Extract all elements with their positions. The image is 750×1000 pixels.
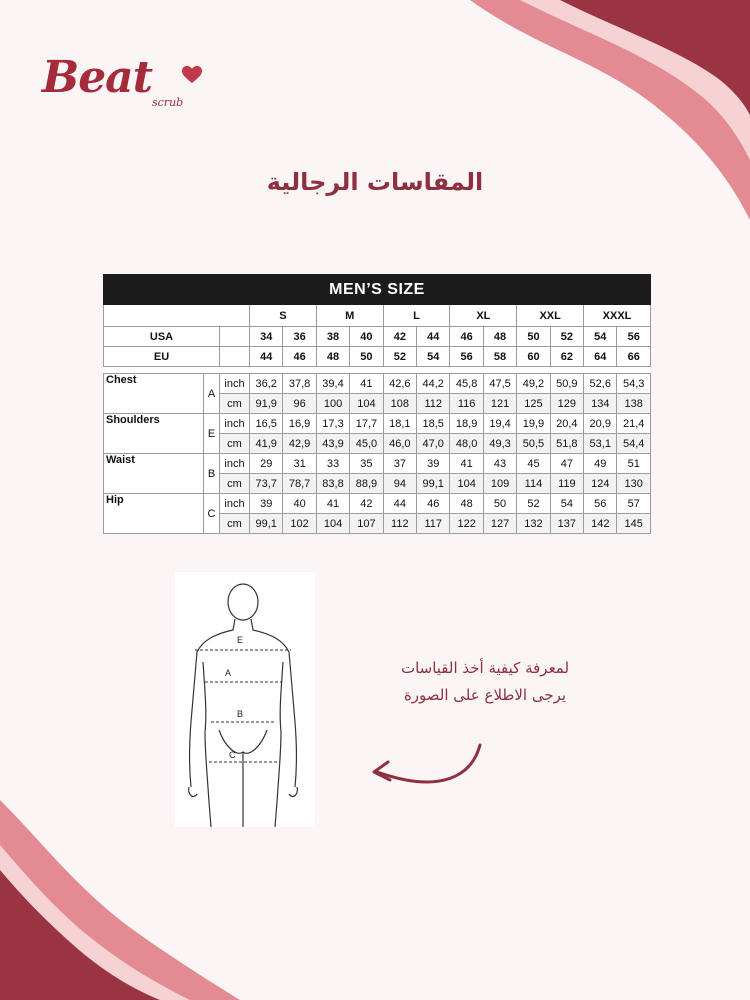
measurement-value: 99,1 xyxy=(250,514,283,534)
measurement-value: 83,8 xyxy=(316,474,349,494)
measurement-value: 43 xyxy=(483,454,516,474)
size-value: 48 xyxy=(316,347,349,367)
measurement-value: 132 xyxy=(517,514,550,534)
measurement-value: 121 xyxy=(483,394,516,414)
measurement-value: 57 xyxy=(617,494,651,514)
size-system-row xyxy=(104,347,651,367)
size-value: 44 xyxy=(417,327,450,347)
figure-label-a: A xyxy=(225,668,232,678)
unit-label: cm xyxy=(220,474,250,494)
measurement-value: 47 xyxy=(550,454,583,474)
measurement-value: 39,4 xyxy=(316,374,349,394)
measurement-value: 44,2 xyxy=(417,374,450,394)
instructions-line-2: يرجى الاطلاع على الصورة xyxy=(403,686,567,704)
measurement-value: 52,6 xyxy=(584,374,617,394)
measurement-value: 53,1 xyxy=(584,434,617,454)
measurement-row-inch xyxy=(104,454,651,474)
brand-tagline: scrub xyxy=(152,96,184,109)
figure-label-e: E xyxy=(237,635,244,645)
size-value: 66 xyxy=(617,347,651,367)
measurement-value: 134 xyxy=(584,394,617,414)
measurement-value: 46,0 xyxy=(383,434,416,454)
measurement-value: 78,7 xyxy=(283,474,316,494)
size-value: 50 xyxy=(517,327,550,347)
measurement-value: 18,9 xyxy=(450,414,483,434)
measurement-value: 19,9 xyxy=(517,414,550,434)
measurement-value: 33 xyxy=(316,454,349,474)
empty-cell xyxy=(220,327,250,347)
size-label: XXL xyxy=(517,305,584,327)
measurement-value: 18,5 xyxy=(417,414,450,434)
measurement-value: 102 xyxy=(283,514,316,534)
measurement-value: 16,9 xyxy=(283,414,316,434)
measurement-value: 138 xyxy=(617,394,651,414)
unit-label: inch xyxy=(220,454,250,474)
size-value: 58 xyxy=(483,347,516,367)
measurement-value: 31 xyxy=(283,454,316,474)
size-value: 54 xyxy=(417,347,450,367)
measurement-value: 37 xyxy=(383,454,416,474)
measurement-value: 117 xyxy=(417,514,450,534)
size-label-row xyxy=(104,305,651,327)
measurement-letter: C xyxy=(204,494,220,534)
measurement-value: 116 xyxy=(450,394,483,414)
size-system-label: USA xyxy=(104,327,220,347)
measurement-value: 104 xyxy=(450,474,483,494)
unit-label: inch xyxy=(220,374,250,394)
unit-label: inch xyxy=(220,494,250,514)
measurement-value: 47,0 xyxy=(417,434,450,454)
measurement-value: 73,7 xyxy=(250,474,283,494)
measurement-value: 44 xyxy=(383,494,416,514)
measurement-value: 41,9 xyxy=(250,434,283,454)
size-value: 46 xyxy=(450,327,483,347)
size-value: 60 xyxy=(517,347,550,367)
measurement-value: 41 xyxy=(450,454,483,474)
body-outline-illustration xyxy=(175,572,315,827)
measurement-value: 41 xyxy=(316,494,349,514)
measurement-value: 49,3 xyxy=(483,434,516,454)
measurement-value: 42,9 xyxy=(283,434,316,454)
measurement-value: 50,9 xyxy=(550,374,583,394)
measurement-value: 48 xyxy=(450,494,483,514)
measurement-value: 137 xyxy=(550,514,583,534)
measurement-value: 54 xyxy=(550,494,583,514)
measurement-value: 51,8 xyxy=(550,434,583,454)
measurement-value: 45,8 xyxy=(450,374,483,394)
measurement-value: 124 xyxy=(584,474,617,494)
measurement-letter: B xyxy=(204,454,220,494)
size-label: L xyxy=(383,305,450,327)
measurement-value: 54,3 xyxy=(617,374,651,394)
size-value: 42 xyxy=(383,327,416,347)
figure-label-b: B xyxy=(237,709,244,719)
measurement-value: 48,0 xyxy=(450,434,483,454)
measurement-value: 37,8 xyxy=(283,374,316,394)
measurement-value: 17,3 xyxy=(316,414,349,434)
size-value: 56 xyxy=(617,327,651,347)
measurement-value: 45,0 xyxy=(350,434,383,454)
measurement-value: 42,6 xyxy=(383,374,416,394)
measurement-value: 112 xyxy=(383,514,416,534)
measurement-value: 96 xyxy=(283,394,316,414)
measurement-value: 109 xyxy=(483,474,516,494)
empty-cell xyxy=(220,347,250,367)
measurement-name: Hip xyxy=(104,494,204,534)
size-label: M xyxy=(316,305,383,327)
measurement-value: 108 xyxy=(383,394,416,414)
size-value: 34 xyxy=(250,327,283,347)
measurement-value: 46 xyxy=(417,494,450,514)
measurement-value: 100 xyxy=(316,394,349,414)
table-separator xyxy=(104,367,651,374)
measurement-value: 20,9 xyxy=(584,414,617,434)
size-value: 38 xyxy=(316,327,349,347)
measurement-value: 42 xyxy=(350,494,383,514)
arrow-left-icon xyxy=(362,740,492,810)
measurement-rows xyxy=(104,374,651,534)
measurement-letter: E xyxy=(204,414,220,454)
unit-label: cm xyxy=(220,514,250,534)
measurement-value: 130 xyxy=(617,474,651,494)
measurement-value: 145 xyxy=(617,514,651,534)
size-value: 56 xyxy=(450,347,483,367)
size-system-label: EU xyxy=(104,347,220,367)
measurement-name: Chest xyxy=(104,374,204,414)
measurement-value: 50,5 xyxy=(517,434,550,454)
size-value: 36 xyxy=(283,327,316,347)
brand-logo xyxy=(42,52,202,122)
size-system-row xyxy=(104,327,651,347)
measurement-value: 91,9 xyxy=(250,394,283,414)
measurement-value: 49,2 xyxy=(517,374,550,394)
measurement-name: Waist xyxy=(104,454,204,494)
measurement-value: 50 xyxy=(483,494,516,514)
measurement-value: 88,9 xyxy=(350,474,383,494)
brand-name: Beat xyxy=(42,52,153,103)
size-label: XXXL xyxy=(584,305,651,327)
size-value: 62 xyxy=(550,347,583,367)
size-value: 52 xyxy=(383,347,416,367)
measurement-value: 99,1 xyxy=(417,474,450,494)
measurement-instructions xyxy=(360,655,610,709)
measurement-value: 19,4 xyxy=(483,414,516,434)
page-title: المقاسات الرجالية xyxy=(266,168,484,196)
size-value: 54 xyxy=(584,327,617,347)
measurement-value: 43,9 xyxy=(316,434,349,454)
measurement-value: 18,1 xyxy=(383,414,416,434)
measurement-letter: A xyxy=(204,374,220,414)
measurement-value: 39 xyxy=(250,494,283,514)
table-title: MEN’S SIZE xyxy=(104,275,651,305)
heart-icon xyxy=(182,66,202,88)
measurement-row-inch xyxy=(104,414,651,434)
size-value: 44 xyxy=(250,347,283,367)
size-label: XL xyxy=(450,305,517,327)
body-measurement-figure xyxy=(175,572,315,827)
measurement-row-inch xyxy=(104,494,651,514)
size-value: 46 xyxy=(283,347,316,367)
measurement-value: 51 xyxy=(617,454,651,474)
measurement-value: 52 xyxy=(517,494,550,514)
measurement-value: 20,4 xyxy=(550,414,583,434)
measurement-value: 127 xyxy=(483,514,516,534)
unit-label: cm xyxy=(220,394,250,414)
unit-label: inch xyxy=(220,414,250,434)
figure-label-c: C xyxy=(229,750,236,760)
measurement-value: 107 xyxy=(350,514,383,534)
unit-label: cm xyxy=(220,434,250,454)
measurement-value: 17,7 xyxy=(350,414,383,434)
measurement-value: 119 xyxy=(550,474,583,494)
measurement-value: 114 xyxy=(517,474,550,494)
measurement-value: 16,5 xyxy=(250,414,283,434)
size-label: S xyxy=(250,305,317,327)
measurement-value: 21,4 xyxy=(617,414,651,434)
measurement-row-inch xyxy=(104,374,651,394)
size-value: 48 xyxy=(483,327,516,347)
measurement-value: 104 xyxy=(350,394,383,414)
measurement-value: 129 xyxy=(550,394,583,414)
measurement-value: 49 xyxy=(584,454,617,474)
size-value: 64 xyxy=(584,347,617,367)
measurement-value: 39 xyxy=(417,454,450,474)
measurement-value: 142 xyxy=(584,514,617,534)
measurement-value: 36,2 xyxy=(250,374,283,394)
measurement-value: 104 xyxy=(316,514,349,534)
size-conversion-rows xyxy=(104,327,651,374)
separator-cell xyxy=(104,367,651,374)
measurement-value: 41 xyxy=(350,374,383,394)
measurement-value: 56 xyxy=(584,494,617,514)
measurement-value: 40 xyxy=(283,494,316,514)
measurement-value: 47,5 xyxy=(483,374,516,394)
measurement-value: 35 xyxy=(350,454,383,474)
measurement-value: 94 xyxy=(383,474,416,494)
size-value: 50 xyxy=(350,347,383,367)
size-value: 40 xyxy=(350,327,383,347)
measurement-name: Shoulders xyxy=(104,414,204,454)
measurement-value: 112 xyxy=(417,394,450,414)
table-title-row xyxy=(104,275,651,305)
size-chart-table xyxy=(103,274,651,534)
instructions-line-1: لمعرفة كيفية أخذ القياسات xyxy=(400,659,570,677)
measurement-value: 54,4 xyxy=(617,434,651,454)
measurement-value: 122 xyxy=(450,514,483,534)
measurement-value: 125 xyxy=(517,394,550,414)
measurement-value: 29 xyxy=(250,454,283,474)
measurement-value: 45 xyxy=(517,454,550,474)
size-value: 52 xyxy=(550,327,583,347)
